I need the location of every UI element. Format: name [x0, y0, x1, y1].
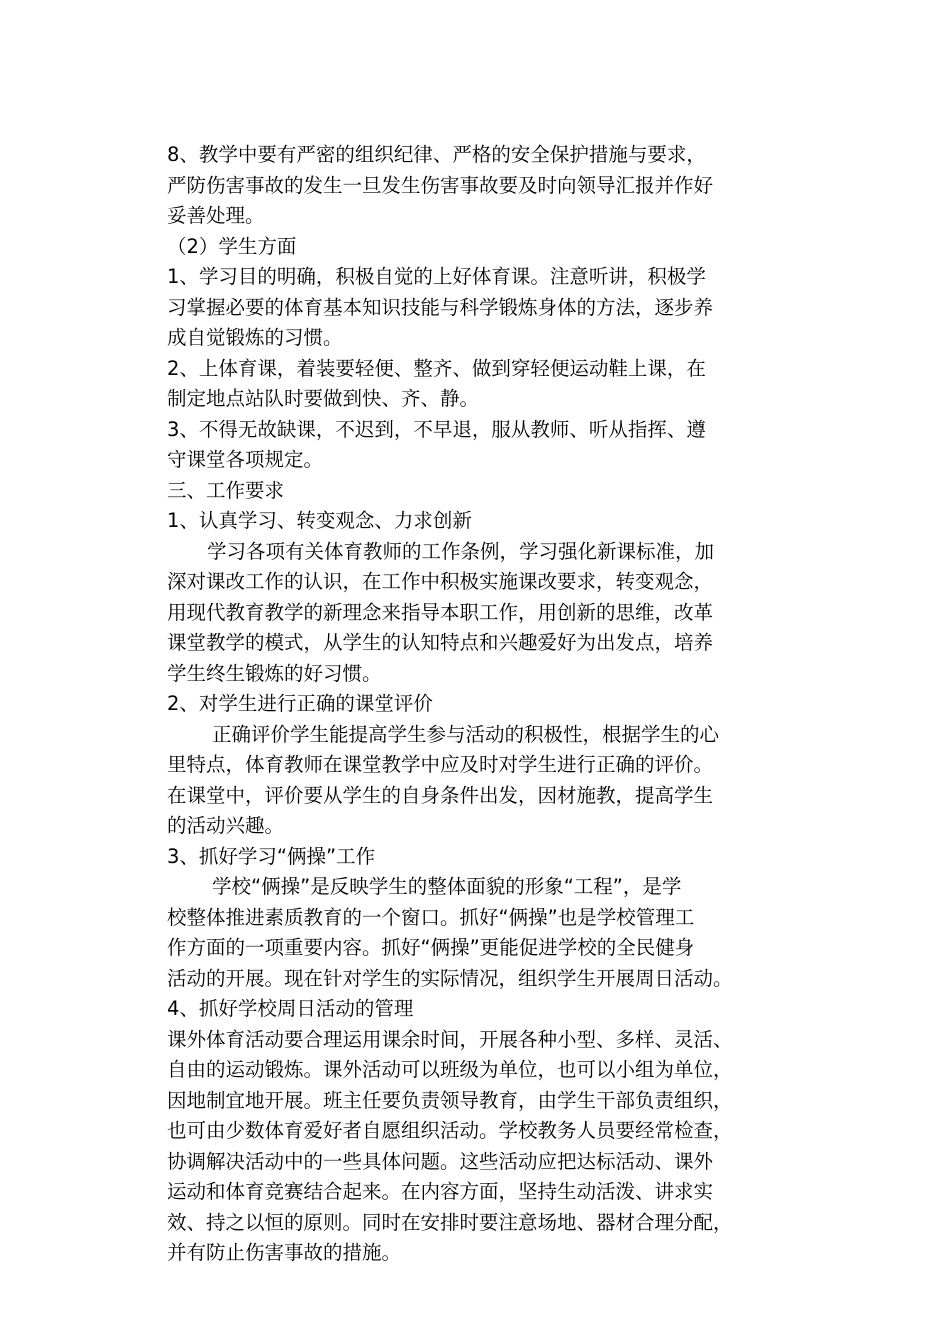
- text-line: 里特点，体育教师在课堂教学中应及时对学生进行正确的评价。: [167, 753, 714, 776]
- text-line: 也可由少数体育爱好者自愿组织活动。学校教务人员要经常检查，: [167, 1119, 733, 1142]
- text-line: 运动和体育竞赛结合起来。在内容方面，坚持生动活泼、讲求实: [167, 1180, 714, 1203]
- text-line: 8、教学中要有严密的组织纪律、严格的安全保护措施与要求，: [167, 143, 706, 166]
- document-page: [167, 140, 807, 1269]
- text-line: 学习各项有关体育教师的工作条例，学习强化新课标准，加: [207, 539, 715, 563]
- text-line: 2、上体育课，着装要轻便、整齐、做到穿轻便运动鞋上课，在: [167, 356, 706, 380]
- text-line: 因地制宜地开展。班主任要负责领导教育，由学生干部负责组织，: [167, 1088, 733, 1112]
- text-line: 1、学习目的明确，积极自觉的上好体育课。注意听讲，积极学: [167, 265, 706, 288]
- section-heading-students: （2）学生方面: [167, 234, 297, 258]
- text-line: 自由的运动锻炼。课外活动可以班级为单位，也可以小组为单位，: [167, 1058, 733, 1081]
- text-line: 制定地点站队时要做到快、齐、静。: [167, 387, 480, 410]
- text-line: 协调解决活动中的一些具体问题。这些活动应把达标活动、课外: [167, 1149, 714, 1173]
- text-line: 的活动兴趣。: [167, 814, 285, 837]
- text-line: 3、不得无故缺课，不迟到，不早退，服从教师、听从指挥、遵: [167, 417, 706, 441]
- text-line: 妥善处理。: [167, 204, 265, 227]
- text-line: 学校“俩操”是反映学生的整体面貌的形象“工程”，是学: [212, 875, 682, 898]
- text-line: 活动的开展。现在针对学生的实际情况，组织学生开展周日活动。: [167, 966, 733, 990]
- text-line: 用现代教育教学的新理念来指导本职工作，用创新的思维，改革: [167, 600, 714, 624]
- text-line: 严防伤害事故的发生一旦发生伤害事故要及时向领导汇报并作好: [167, 173, 714, 197]
- text-line: 课外体育活动要合理运用课余时间，开展各种小型、多样、灵活、: [167, 1027, 733, 1051]
- text-line: 并有防止伤害事故的措施。: [167, 1241, 402, 1264]
- subheading-evaluation: 2、对学生进行正确的课堂评价: [167, 692, 433, 715]
- text-line: 正确评价学生能提高学生参与活动的积极性，根据学生的心: [212, 722, 720, 746]
- section-heading-work-requirements: 三、工作要求: [167, 478, 285, 502]
- subheading-sunday-activities: 4、抓好学校周日活动的管理: [167, 997, 414, 1020]
- text-line: 守课堂各项规定。: [167, 448, 324, 471]
- text-line: 校整体推进素质教育的一个窗口。抓好“俩操”也是学校管理工: [167, 905, 695, 929]
- subheading-exercises: 3、抓好学习“俩操”工作: [167, 844, 376, 868]
- text-line: 学生终生锻炼的好习惯。: [167, 661, 382, 685]
- text-line: 在课堂中，评价要从学生的自身条件出发，因材施教，提高学生: [167, 783, 714, 807]
- text-line: 成自觉锻炼的习惯。: [167, 326, 343, 349]
- subheading-learning: 1、认真学习、转变观念、力求创新: [167, 509, 472, 532]
- text-line: 作方面的一项重要内容。抓好“俩操”更能促进学校的全民健身: [167, 936, 695, 959]
- text-line: 课堂教学的模式，从学生的认知特点和兴趣爱好为出发点，培养: [167, 631, 714, 654]
- text-line: 效、持之以恒的原则。同时在安排时要注意场地、器材合理分配，: [167, 1210, 733, 1234]
- text-line: 深对课改工作的认识，在工作中积极实施课改要求，转变观念，: [167, 570, 714, 593]
- text-line: 习掌握必要的体育基本知识技能与科学锻炼身体的方法，逐步养: [167, 295, 714, 319]
